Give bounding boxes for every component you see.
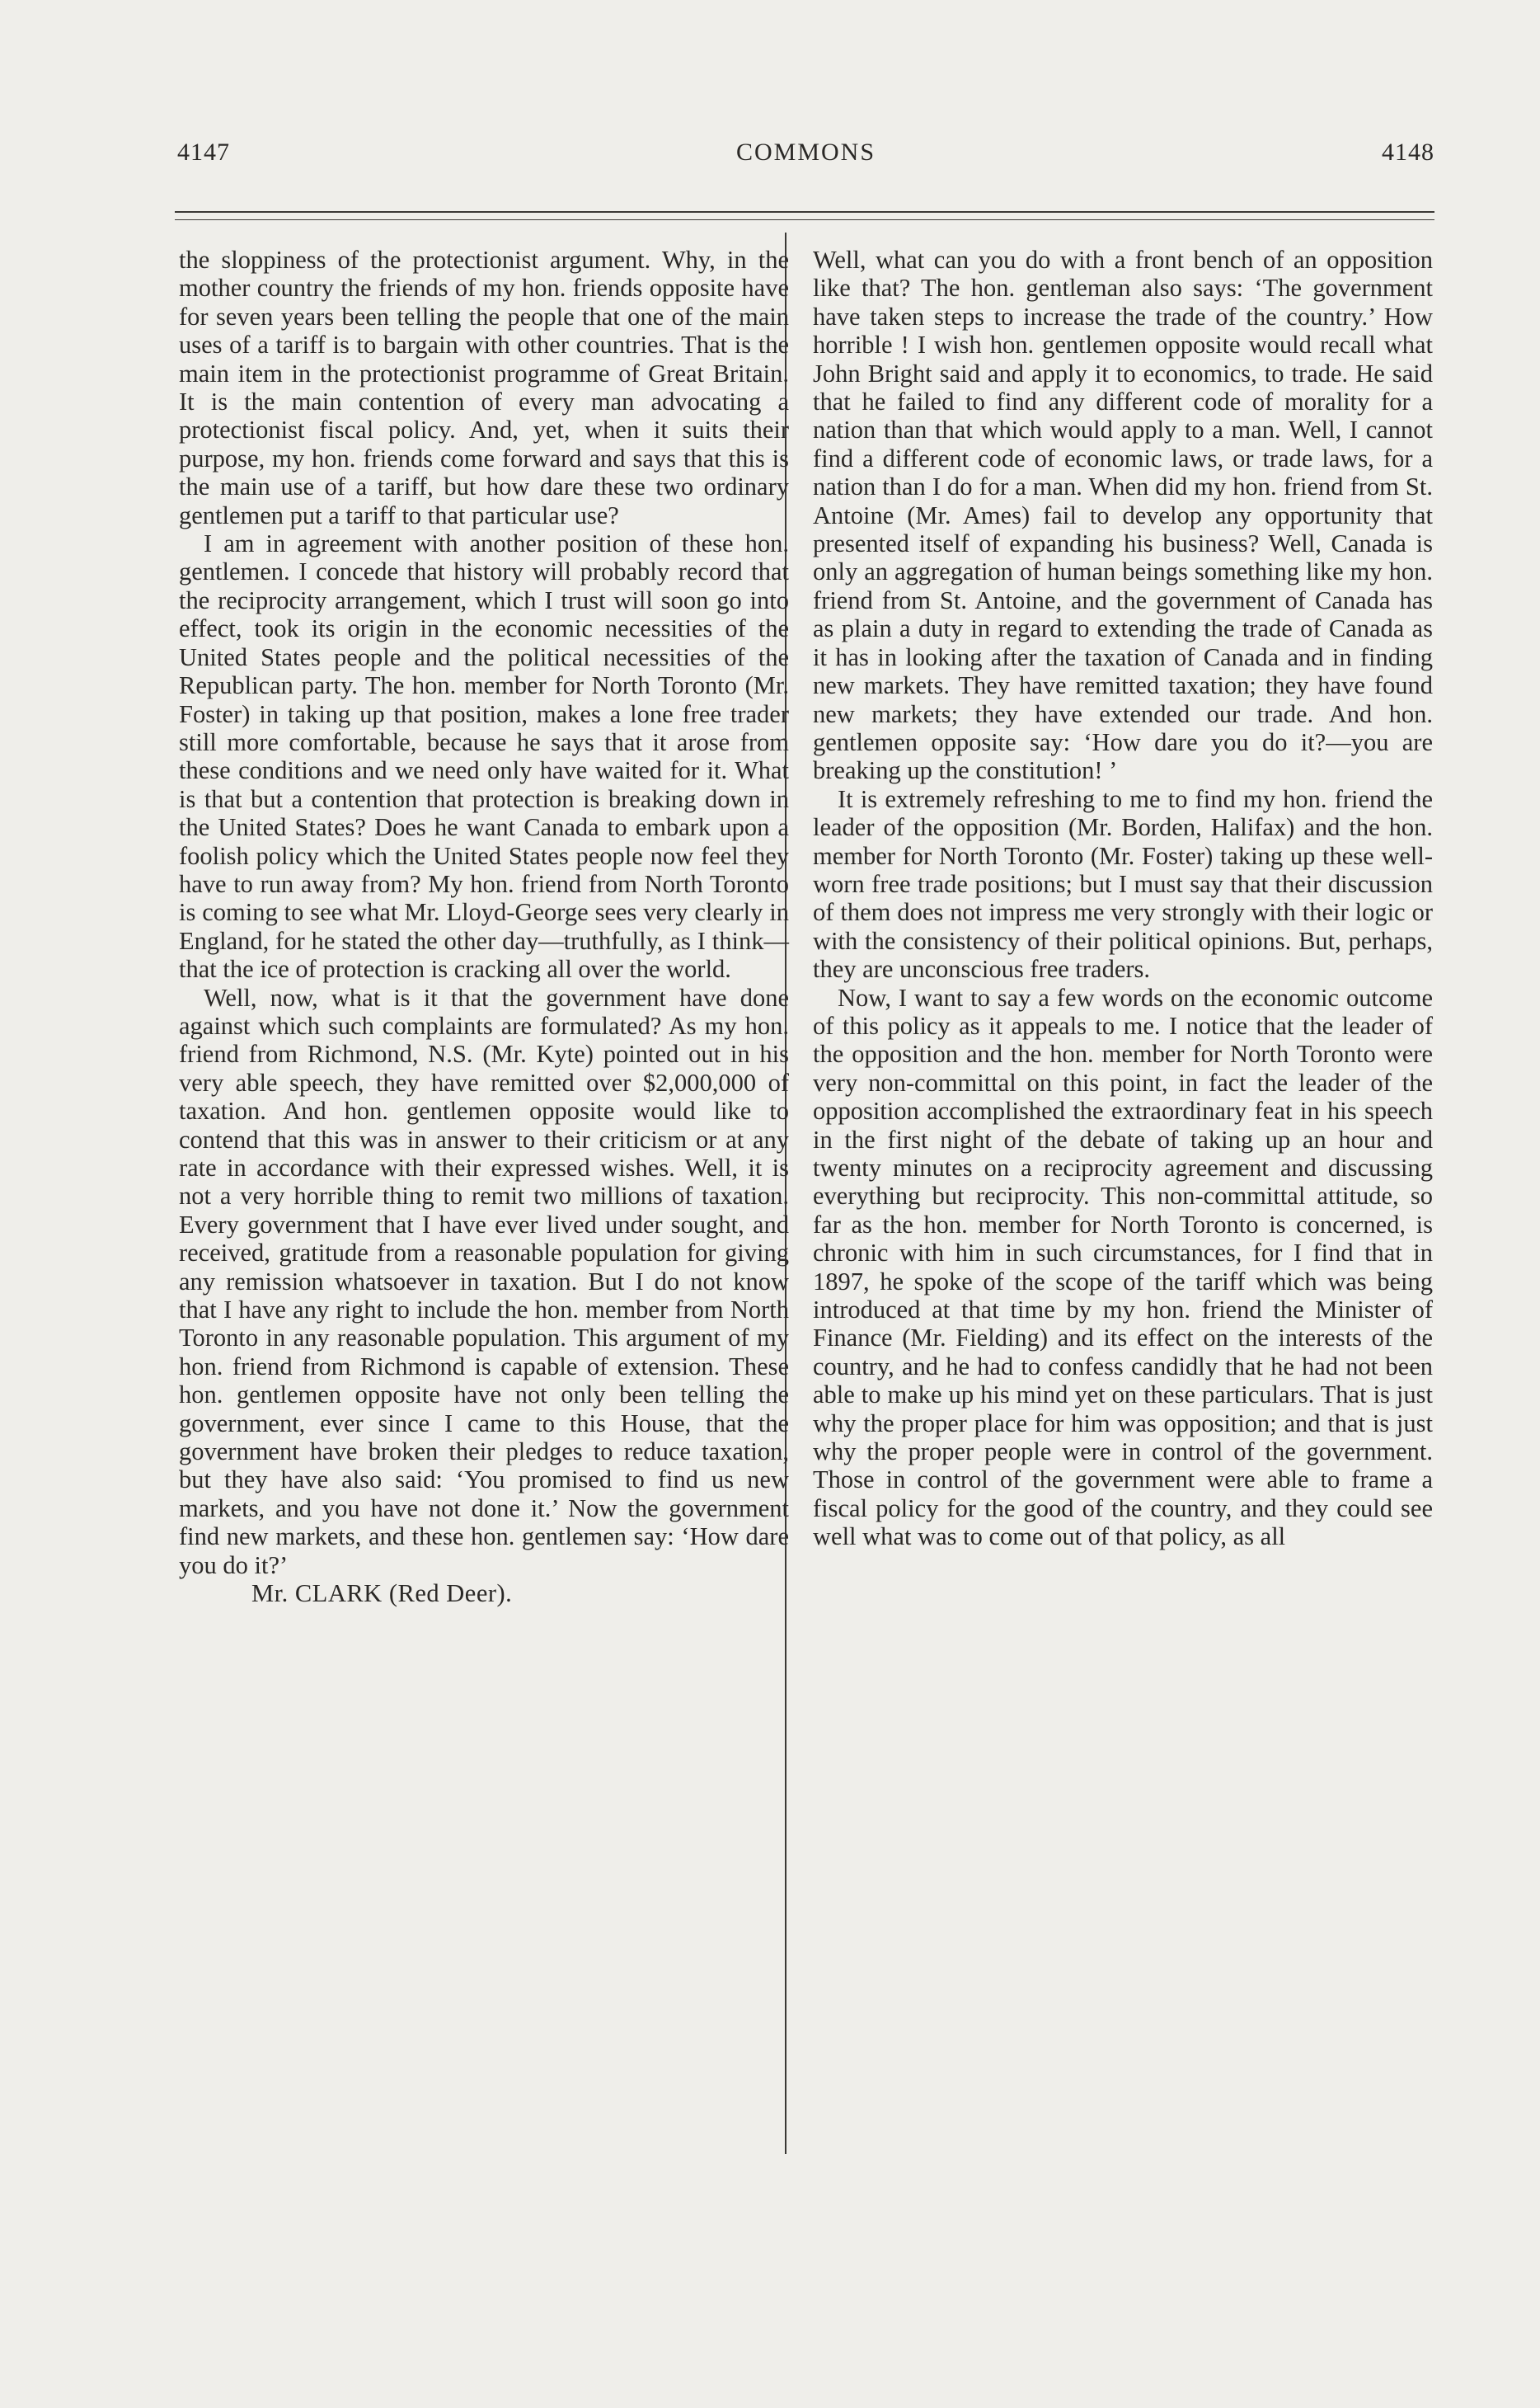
page-header (177, 139, 1434, 180)
paragraph: It is extremely refreshing to me to find my hon. friend the leader of the opposition (Mr. Borden, Halifax) and the hon. member for North Toronto (Mr. Foster) taking up these well-worn free trade positions; but I must say that their discussion of them does not impress me very strongly with their logic or with the consistency of their political opinions. But, perhaps, they are unconscious free traders. (813, 784, 1433, 984)
right-page-number: 4148 (1382, 139, 1434, 166)
running-title: COMMONS (735, 139, 876, 166)
left-page-number: 4147 (177, 139, 230, 166)
paragraph: I am in agreement with another position of these hon. gentlemen. I concede that history will probably record that the reciprocity arrangement, which I trust will soon go into effect, took its origin in the economic necessities of the United States people and the political necessities of the Republican party. The hon. member for North Toronto (Mr. Foster) in taking up that position, makes a lone free trader still more comfortable, because he says that it arose from these conditions and we need only have waited for it. What is that but a contention that protection is breaking down in the United States? Does he want Canada to embark upon a foolish policy which the United States people now feel they have to run away from? My hon. friend from North Toronto is coming to see what Mr. Lloyd-George sees very clearly in England, for he stated the other day—truthfully, as I think—that the ice of protection is cracking all over the world. (179, 529, 789, 984)
header-rule-top (175, 211, 1434, 213)
paragraph: the sloppiness of the protectionist argument. Why, in the mother country the friends of my hon. friends opposite have for seven years been telling the people that one of the main uses of a tariff is to bargain with other countries. That is the main item in the protectionist programme of Great Britain. It is the main contention of every man advocating a protectionist fiscal policy. And, yet, when it suits their purpose, my hon. friends come forward and says that this is the main use of a tariff, but how dare these two ordinary gentlemen put a tariff to that particular use? (179, 246, 789, 529)
header-rule-bottom (175, 219, 1434, 220)
paragraph: Well, now, what is it that the government have done against which such complaints are formulated? As my hon. friend from Richmond, N.S. (Mr. Kyte) pointed out in his very able speech, they have remitted over $2,000,000 of taxation. And hon. gentlemen opposite would like to contend that this was in answer to their criticism or at any rate in accordance with their expressed wishes. Well, it is not a very horrible thing to remit two millions of taxation. Every government that I have ever lived under sought, and received, gratitude from a reasonable population for giving any remission whatsoever in taxation. But I do not know that I have any right to include the hon. member from North Toronto in any reasonable population. This argument of my hon. friend from Richmond is capable of extension. These hon. gentlemen opposite have not only been telling the government, ever since I came to this House, that the government have broken their pledges to reduce taxation, but they have also said: ‘You promised to find us new markets, and you have not done it.’ Now the government find new markets, and these hon. gentlemen say: ‘How dare you do it?’ (179, 983, 789, 1579)
paragraph: Well, what can you do with a front bench of an opposition like that? The hon. gentleman also says: ‘The government have taken steps to increase the trade of the country.’ How horrible ! I wish hon. gentlemen opposite would recall what John Bright said and apply it to economics, to trade. He said that he failed to find any different code of morality for a nation than that which would apply to a man. Well, I cannot find a different code of economic laws, or trade laws, for a nation than I do for a man. When did my hon. friend from St. Antoine (Mr. Ames) fail to develop any opportunity that presented itself of expanding his business? Well, Canada is only an aggregation of human beings something like my hon. friend from St. Antoine, and the government of Canada has as plain a duty in regard to extending the trade of Canada as it has in looking after the taxation of Canada and in finding new markets. They have remitted taxation; they have found new markets; they have extended our trade. And hon. gentlemen opposite say: ‘How dare you do it?—you are breaking up the constitution! ’ (813, 246, 1433, 785)
left-column (179, 246, 789, 1608)
paragraph: Now, I want to say a few words on the economic outcome of this policy as it appeals to me. I notice that the leader of the opposition and the hon. member for North Toronto were very non-committal on this point, in fact the leader of the opposition accomplished the extraordinary feat in his speech in the first night of the debate of taking up an hour and twenty minutes on a reciprocity agreement and discussing everything but reciprocity. This non-committal attitude, so far as the hon. member for North Toronto is concerned, is chronic with him in such circumstances, for I find that in 1897, he spoke of the scope of the tariff which was being introduced at that time by my hon. friend the Minister of Finance (Mr. Fielding) and its effect on the interests of the country, and he had to confess candidly that he had not been able to make up his mind yet on these particulars. That is just why the proper place for him was opposition; and that is just why the proper people were in control of the government. Those in control of the government were able to frame a fiscal policy for the good of the country, and they could see well what was to come out of that policy, as all (813, 983, 1433, 1551)
right-column (813, 246, 1433, 1551)
speaker-attribution: Mr. CLARK (Red Deer). (251, 1579, 513, 1608)
